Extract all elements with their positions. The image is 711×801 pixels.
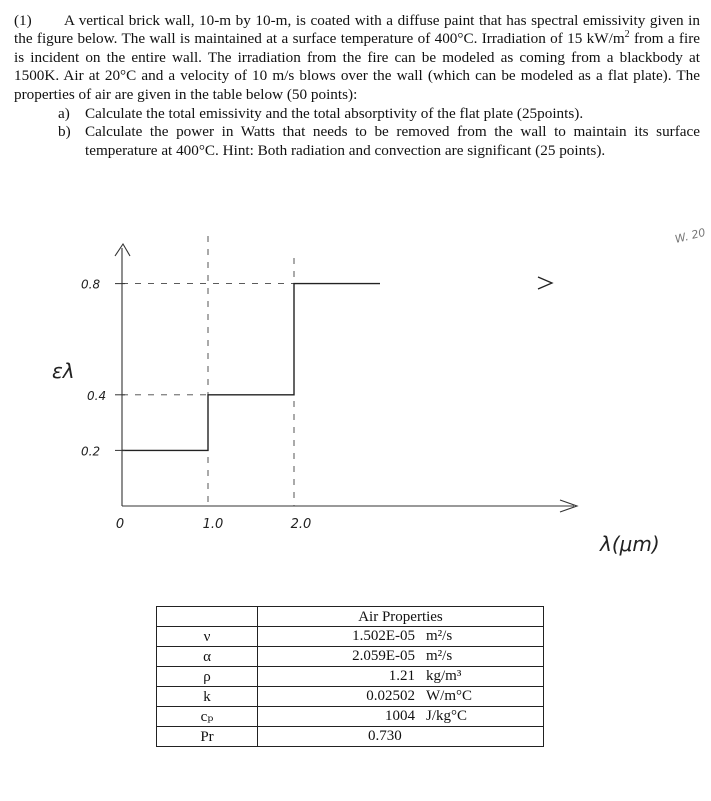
x-tick-label: 1.0 xyxy=(202,517,224,532)
table-row xyxy=(157,727,544,747)
problem-number: (1) xyxy=(14,12,32,29)
intro-line-3: from a fire is incident on the entire wall. The irradiation from the fire can be modeled as coming from a blackbody at 1500K. Air at 20°C and a velocity of 10 m/s blows over the wall (which can be modeled as a flat plate). The properties of air are given in the table below (50 points): xyxy=(14,30,700,103)
property-value: 1.502E-05 xyxy=(352,628,415,644)
property-value: 1004 xyxy=(385,708,415,724)
air-properties-table xyxy=(156,606,544,747)
part-b-label: b) xyxy=(58,123,71,141)
table-title: Air Properties xyxy=(258,607,544,627)
margin-note: W. 20 xyxy=(673,225,707,246)
emissivity-step-line xyxy=(122,284,380,451)
property-value: 1.21 xyxy=(388,668,415,684)
property-symbol: ρ xyxy=(157,667,258,687)
table-row xyxy=(157,707,544,727)
property-unit: kg/m³ xyxy=(426,668,462,684)
property-symbol: cₚ xyxy=(157,707,258,727)
part-b-text: Calculate the power in Watts that needs to be removed from the wall to maintain its surface temperature at 400°C. Hint: Both radiation and convection are significant (25 points). xyxy=(85,123,700,159)
property-unit: m²/s xyxy=(426,648,453,664)
property-symbol: ν xyxy=(157,627,258,647)
x-tick-label: 2.0 xyxy=(290,517,312,532)
y-tick-label: 0.2 xyxy=(81,444,101,459)
table-header-row xyxy=(157,607,544,627)
x-axis-label: λ(μm) xyxy=(600,532,660,556)
table-row xyxy=(157,647,544,667)
table-row xyxy=(157,627,544,647)
property-value: 0.02502 xyxy=(366,688,415,704)
y-tick-label: 0.4 xyxy=(87,388,107,403)
property-symbol: α xyxy=(157,647,258,667)
property-unit: J/kg°C xyxy=(426,708,468,724)
y-axis-label: ελ xyxy=(52,359,75,383)
exponent: 2 xyxy=(624,29,630,41)
table-row xyxy=(157,687,544,707)
property-value: 2.059E-05 xyxy=(352,648,415,664)
x-tick-label: 0 xyxy=(115,517,125,532)
part-a-label: a) xyxy=(58,105,70,123)
property-unit: W/m°C xyxy=(426,688,472,704)
table-row xyxy=(157,667,544,687)
property-unit: m²/s xyxy=(426,628,453,644)
y-tick-label: 0.8 xyxy=(81,277,101,292)
property-symbol: Pr xyxy=(157,727,258,747)
property-value: 0.730 xyxy=(368,728,402,744)
intro-line-1: A vertical brick wall, 10-m by 10-m, is coated with a diffuse paint that has spectral emissivity given in the figure below. The wall is maintained at a surface temperature of 400°C. xyxy=(14,12,700,48)
intro-line-2: Irradiation of 15 kW/m xyxy=(481,30,625,48)
property-symbol: k xyxy=(157,687,258,707)
part-a-text: Calculate the total emissivity and the total absorptivity of the flat plate (25points). xyxy=(85,105,584,123)
series-arrow xyxy=(538,277,552,289)
